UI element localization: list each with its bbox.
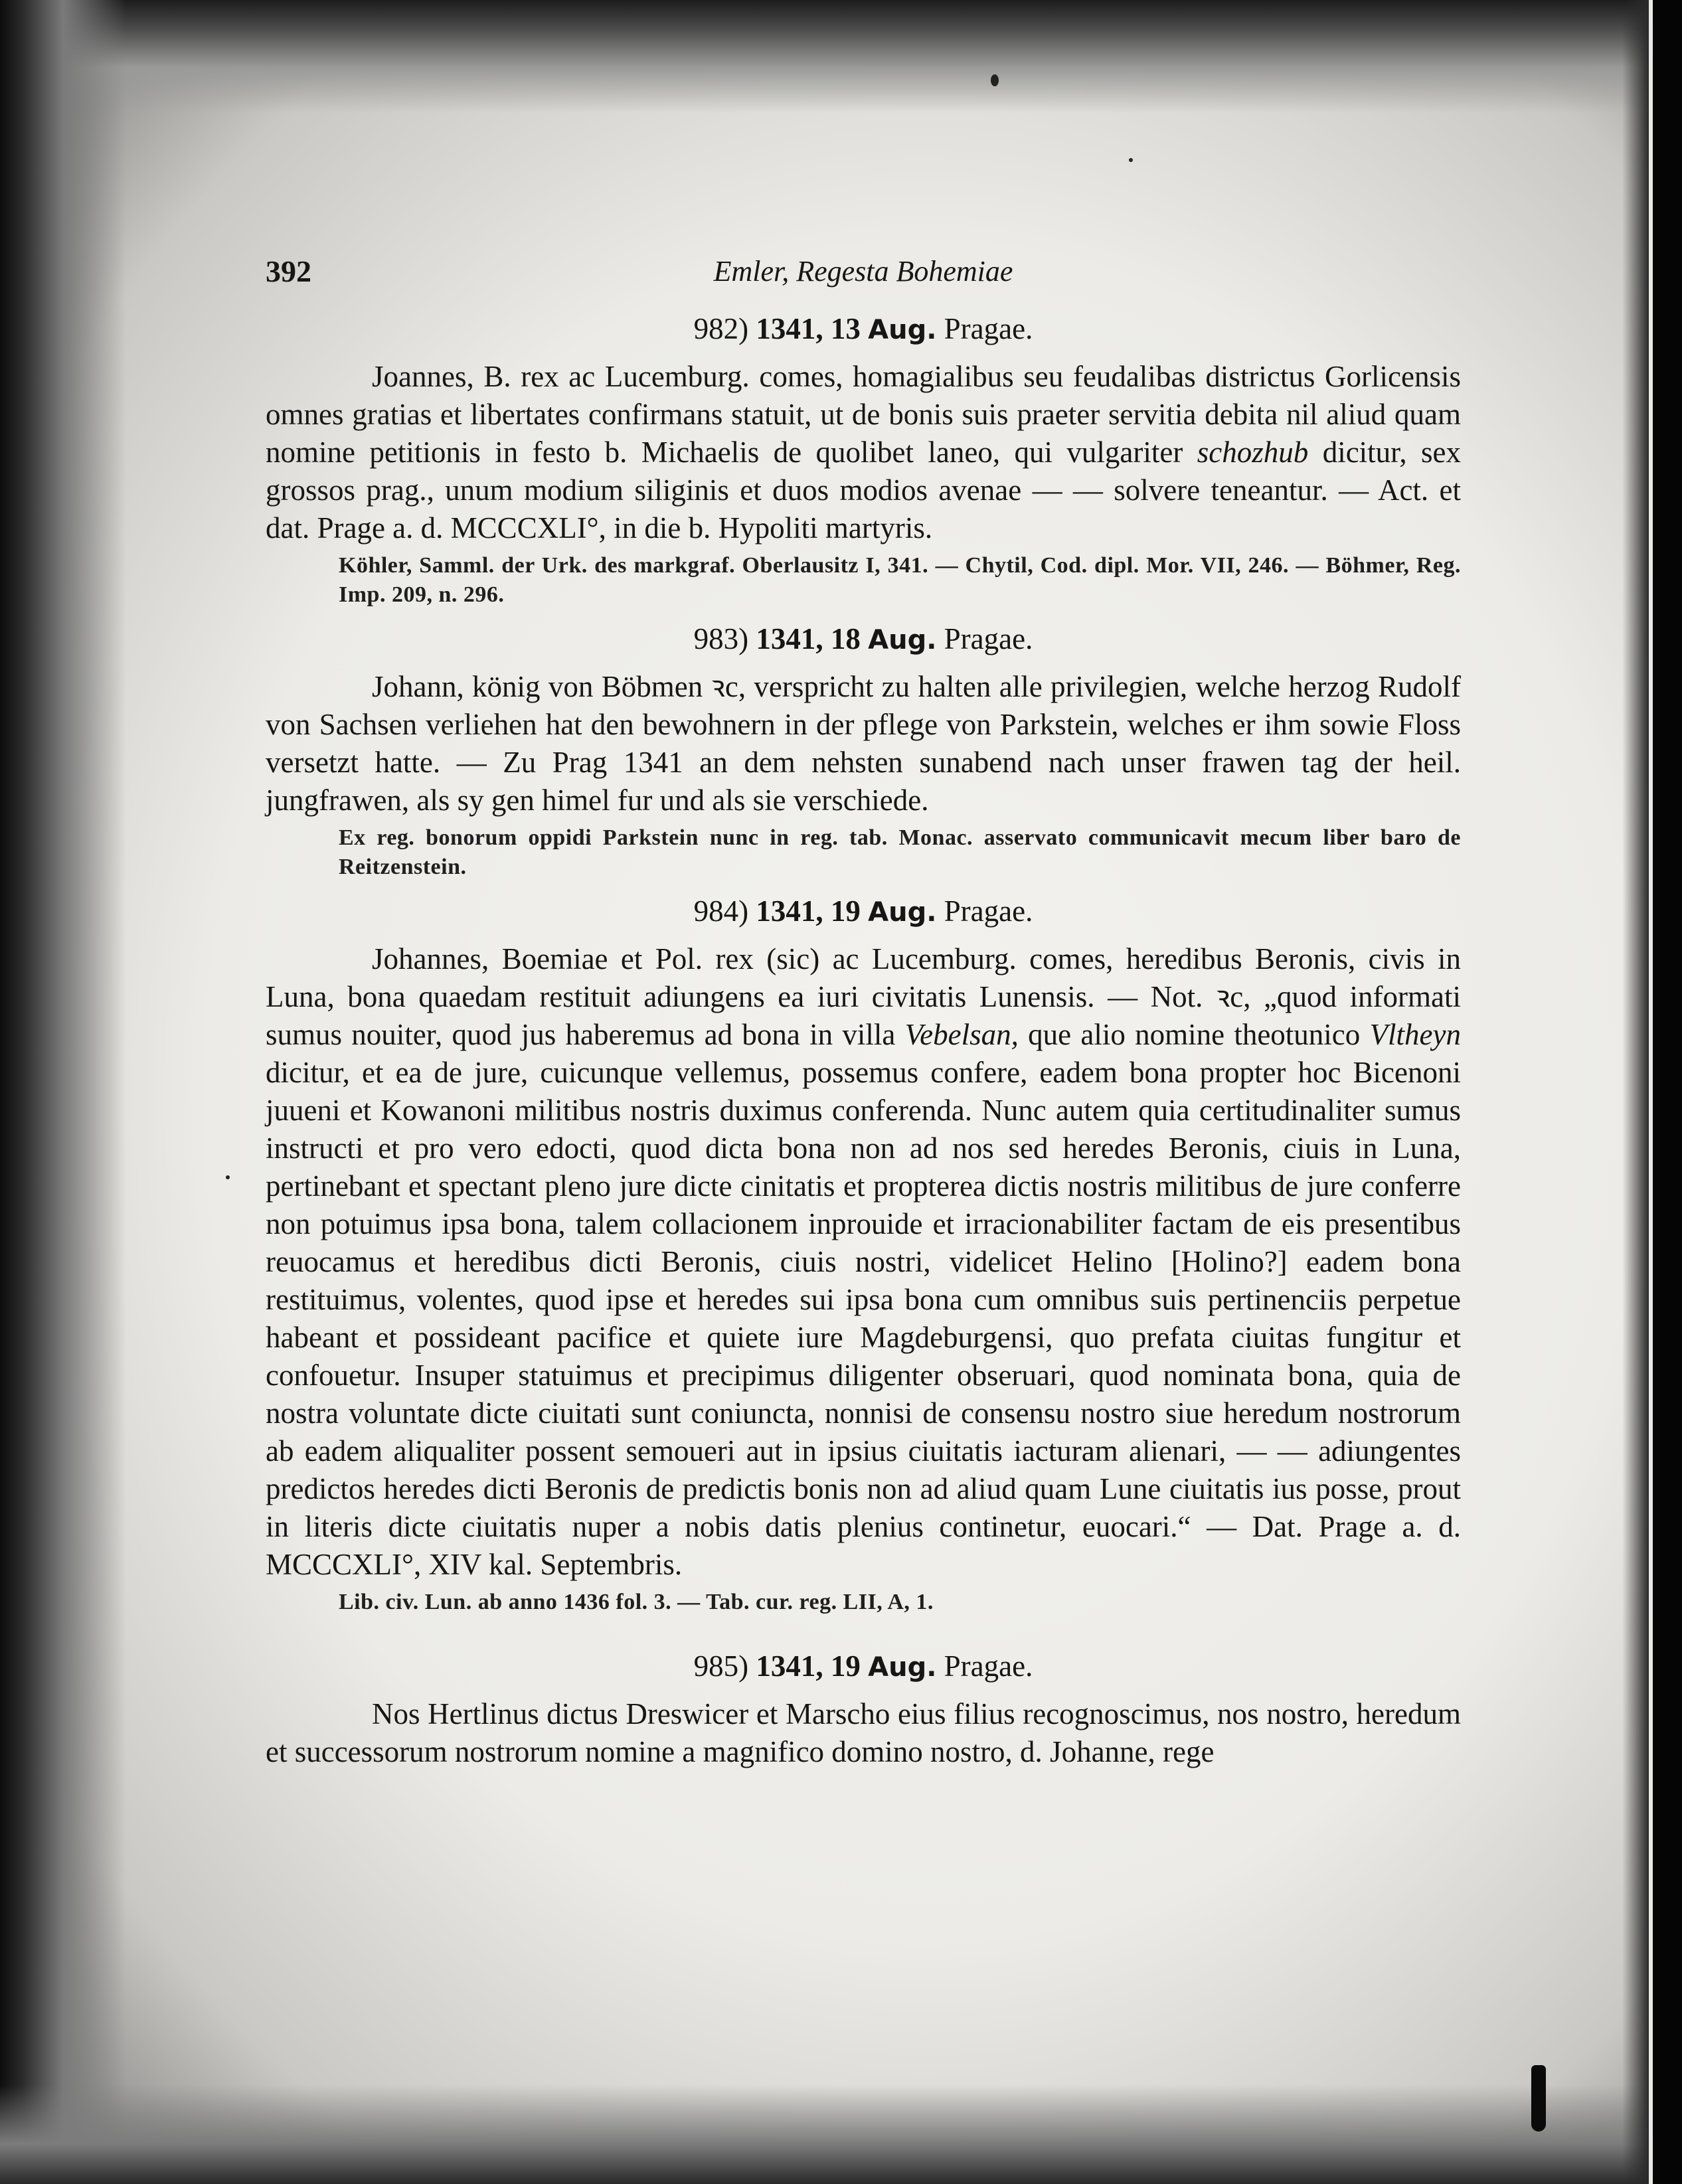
entry-number: 985)	[693, 1649, 749, 1683]
dust-speck	[1129, 158, 1133, 162]
entry-text	[266, 940, 1461, 1584]
entry-source-note: Ex reg. bonorum oppidi Parkstein nunc in reg. tab. Monac. asservato communicavit mecum liber baro de Reitzenstein.	[339, 825, 1461, 879]
regest-entry-985	[266, 1646, 1461, 1771]
entry-place: Pragae.	[944, 894, 1033, 928]
entry-date: 1341, 19	[756, 1649, 861, 1683]
ink-blot-mark	[1531, 2065, 1546, 2132]
entry-text-part: Johannes, Boemiae et Pol. rex (sic) ac Lucemburg. comes, heredibus Beronis, civis in Luna, bona quaedam restituit adiungens ea iuri civitatis Lunensis. — Not. ꝛc, „quod informati sumus nouiter, quod jus haberemus ad bona in villa	[266, 942, 1461, 1051]
entry-source-note: Lib. civ. Lun. ab anno 1436 fol. 3. — Tab. cur. reg. LII, A, 1.	[339, 1590, 934, 1614]
regest-entry-982	[266, 309, 1461, 610]
entry-number: 982)	[693, 312, 749, 345]
entry-date: 1341, 13	[756, 312, 861, 345]
entry-heading	[266, 309, 1461, 350]
scan-shadow-top	[0, 0, 1682, 113]
running-title: Emler, Regesta Bohemiae	[713, 255, 1013, 288]
entry-number: 983)	[693, 622, 749, 655]
entry-month: Aug.	[868, 315, 937, 345]
entry-place: Pragae.	[944, 622, 1033, 655]
page-number: 392	[266, 254, 311, 288]
entry-date: 1341, 19	[756, 894, 861, 928]
regest-entry-983	[266, 619, 1461, 882]
entry-text-italic: schozhub	[1197, 436, 1309, 469]
entry-text: Johann, könig von Böbmen ꝛc, verspricht zu halten alle privilegien, welche herzog Rudolf von Sachsen verliehen hat den bewohnern in der pflege von Parkstein, welches er ihm sowie Floss versetzt hatte. — Zu Prag 1341 an dem nehsten sunabend nach unser frawen tag der heil. jungfrawen, als sy gen himel fur und als sie verschiede.	[266, 670, 1461, 817]
dust-speck	[991, 74, 999, 86]
scan-shadow-right	[1622, 0, 1649, 2184]
running-head	[266, 252, 1461, 292]
entry-text: Nos Hertlinus dictus Dreswicer et Marscho eius filius recognoscimus, nos nostro, heredum et successorum nostrorum nomine a magnifico domino nostro, d. Johanne, rege	[266, 1697, 1461, 1768]
scan-border-right	[1653, 0, 1682, 2184]
entry-place: Pragae.	[944, 312, 1033, 345]
entry-text-part: dicitur, sex grossos prag., unum modium siliginis et duos modios avenae — — solvere teneantur. — Act. et dat. Prage a. d. MCCCXLI°, in die b. Hypoliti martyris.	[266, 436, 1462, 545]
entry-place: Pragae.	[944, 1649, 1033, 1683]
entry-text	[266, 358, 1461, 547]
entry-month: Aug.	[868, 897, 937, 928]
entry-text-part: que alio nomine theotunico	[1018, 1018, 1370, 1051]
scan-shadow-left	[0, 0, 126, 2184]
document-page	[266, 252, 1461, 1771]
entry-heading	[266, 891, 1461, 932]
entry-text-part: dicitur, et ea de jure, cuicunque vellemus, possemus confere, eadem bona propter hoc Bicenoni juueni et Kowanoni militibus nostris duximus conferenda. Nunc autem quia certitudinaliter sumus instructi et pro vero edocti, quod dicta bona non ad nos sed heredes Beronis, ciuis in Luna, pertinebant et spectant pleno jure dicte cinitatis et propterea dictis nostris militibus de jure conferre non potuimus ipsa bona, talem collacionem inprouide et irracionabiliter factam de eis presentibus reuocamus et heredibus dicti Beronis, ciuis nostri, videlicet Helino [Holino?] eadem bona restituimus, volentes, quod ipse et heredes sui ipsa bona cum omnibus suis pertinenciis perpetue habeant et possideant pacifice et quiete iure Magdeburgensi, quo prefata ciuitas fungitur et confouetur. Insuper statuimus et precipimus diligenter obseruari, quod nominata bona, quia de nostra voluntate dicte ciuitati sunt coniuncta, nonnisi de consensu nostro siue heredum nostrorum ab eadem aliqualiter possent semoueri aut in ipsius ciuitatis iacturam alienari, — — adiungentes predictos heredes dicti Beronis de predictis bonis non ad aliud quam Lune ciuitatis ius posse, prout in literis dicte ciuitatis nuper a nobis datis plenius continetur, euocari.“ — Dat. Prage a. d. MCCCXLI°, XIV kal. Septembris.	[266, 1056, 1461, 1581]
entry-text-italic: Vebelsan,	[904, 1018, 1019, 1051]
entry-text-part: Joannes, B. rex ac Lucemburg. comes, homagialibus seu feudalibas districtus Gorlicensis omnes gratias et libertates confirmans statuit, ut de bonis suis praeter servitia debita nil aliud quam nomine petitionis in festo b. Michaelis de quolibet laneo, qui vulgariter	[266, 360, 1461, 469]
scan-shadow-bottom	[0, 2084, 1682, 2184]
entry-month: Aug.	[868, 1652, 937, 1683]
entry-number: 984)	[693, 894, 749, 928]
entry-month: Aug.	[868, 625, 937, 655]
dust-speck	[226, 1175, 230, 1179]
entry-heading	[266, 1646, 1461, 1687]
entry-source-note: Köhler, Samml. der Urk. des markgraf. Oberlausitz I, 341. — Chytil, Cod. dipl. Mor. VII, 246. — Böhmer, Reg. Imp. 209, n. 296.	[339, 553, 1461, 607]
regest-entry-984	[266, 891, 1461, 1617]
entry-text-italic: Vltheyn	[1369, 1018, 1461, 1051]
entry-date: 1341, 18	[756, 622, 861, 655]
entry-heading	[266, 619, 1461, 660]
